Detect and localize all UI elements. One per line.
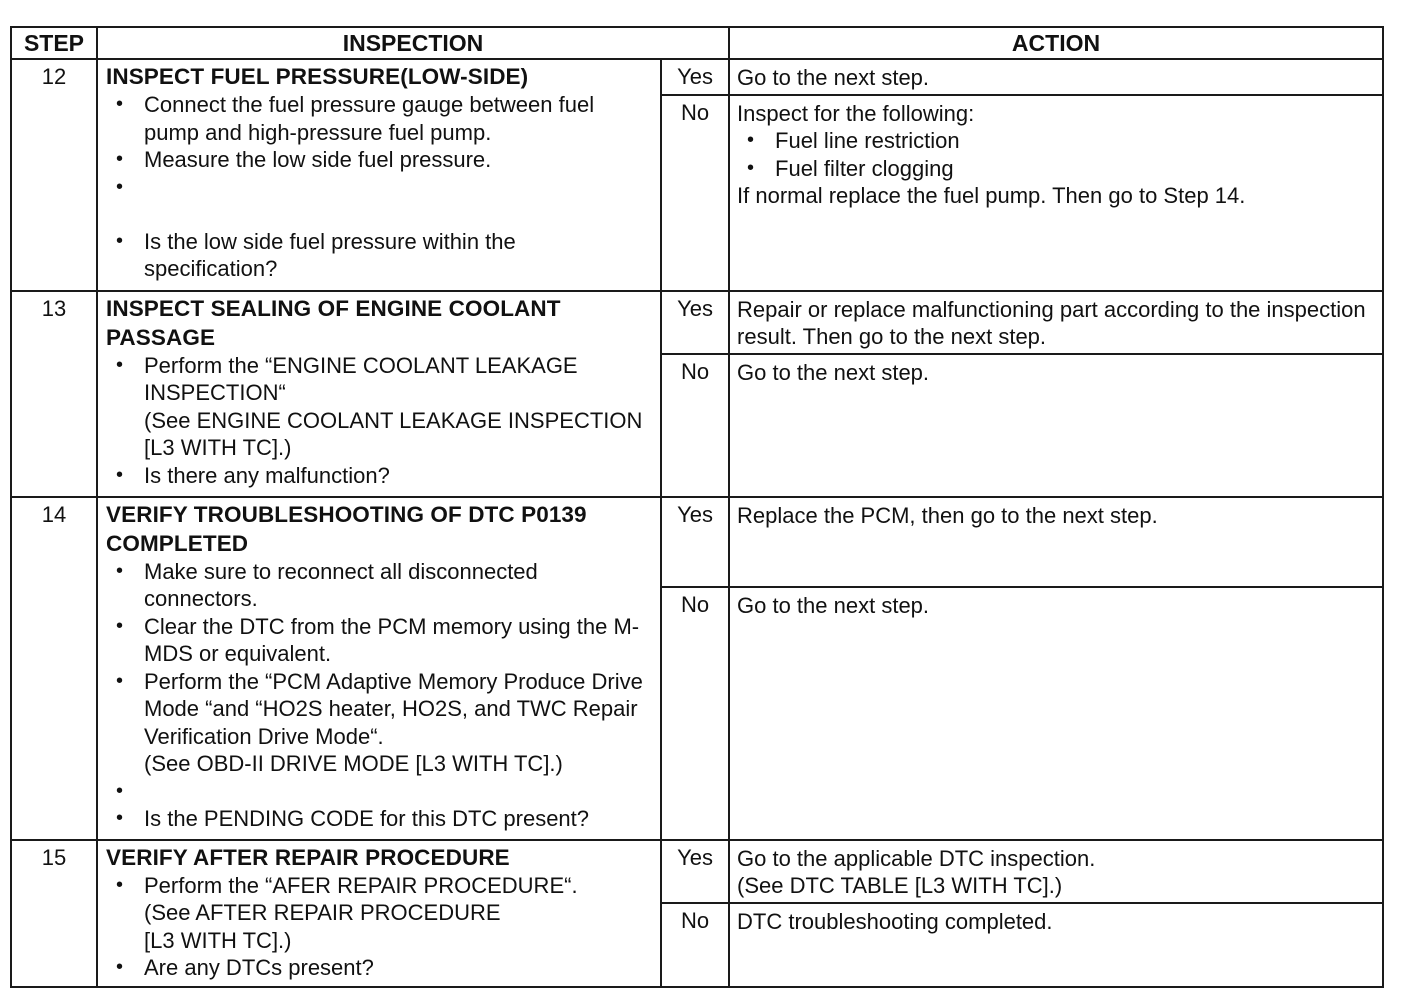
no-action: Go to the next step. — [729, 354, 1383, 497]
step-number: 14 — [11, 497, 97, 840]
inspection-bullets — [106, 352, 652, 490]
yes-action: Repair or replace malfunctioning part according to the inspection result. Then go to the next step. — [729, 291, 1383, 354]
yes-action-line: Go to the applicable DTC inspection. — [737, 845, 1096, 871]
inspection-header: INSPECTION — [97, 27, 729, 59]
inspection-title: VERIFY AFTER REPAIR PROCEDURE — [106, 844, 510, 870]
bullet-text: • Perform the “PCM Adaptive Memory Produce Drive Mode “and “HO2S heater, HO2S, and TWC Repair Verification Drive Mode“. — [144, 668, 643, 749]
troubleshooting-table — [10, 26, 1384, 988]
header-row — [11, 27, 1383, 59]
see-reference: (See OBD-II DRIVE MODE [L3 WITH TC].) — [144, 751, 563, 776]
see-reference-cont: [L3 WITH TC].) — [144, 927, 292, 953]
list-item: • Fuel line restriction — [737, 127, 1375, 155]
inspection-title: VERIFY TROUBLESHOOTING OF DTC P0139 COMPLETED — [106, 501, 587, 556]
table-row — [11, 840, 1383, 903]
yes-action — [729, 840, 1383, 903]
no-action — [729, 95, 1383, 291]
list-item: • Is the PENDING CODE for this DTC present? — [106, 805, 652, 833]
inspection-cell — [97, 291, 661, 497]
list-item: • Fuel filter clogging — [737, 155, 1375, 183]
inspection-cell — [97, 59, 661, 291]
table-row — [11, 497, 1383, 587]
troubleshooting-table-page — [10, 26, 1382, 988]
no-action-bullets — [737, 127, 1375, 182]
list-item: • Is there any malfunction? — [106, 462, 652, 490]
no-action: Go to the next step. — [729, 587, 1383, 840]
see-reference: (See AFTER REPAIR PROCEDURE — [144, 900, 501, 925]
step-number: 12 — [11, 59, 97, 291]
yes-label: Yes — [661, 840, 729, 903]
step-header: STEP — [11, 27, 97, 59]
yes-action-reference: (See DTC TABLE [L3 WITH TC].) — [737, 873, 1063, 898]
list-item — [106, 668, 652, 778]
inspection-title: INSPECT FUEL PRESSURE(LOW-SIDE) — [106, 64, 529, 89]
no-action-outro: If normal replace the fuel pump. Then go to Step 14. — [737, 183, 1246, 208]
table-row — [11, 59, 1383, 95]
spacer — [106, 778, 652, 805]
inspection-title: INSPECT SEALING OF ENGINE COOLANT PASSAGE — [106, 295, 561, 350]
list-item: • Measure the low side fuel pressure. — [106, 146, 652, 174]
list-item — [106, 352, 652, 462]
list-item: • Make sure to reconnect all disconnected connectors. — [106, 558, 652, 613]
yes-label: Yes — [661, 291, 729, 354]
inspection-bullets — [106, 558, 652, 833]
see-reference: (See ENGINE COOLANT LEAKAGE INSPECTION [L3 WITH TC].) — [144, 407, 643, 460]
step-number: 13 — [11, 291, 97, 497]
list-item: • Connect the fuel pressure gauge between fuel pump and high-pressure fuel pump. — [106, 91, 652, 146]
yes-label: Yes — [661, 59, 729, 95]
inspection-bullets — [106, 91, 652, 283]
no-label: No — [661, 903, 729, 987]
inspection-bullets — [106, 872, 652, 982]
yes-action: Replace the PCM, then go to the next step. — [729, 497, 1383, 587]
inspection-cell — [97, 497, 661, 840]
no-action: DTC troubleshooting completed. — [729, 903, 1383, 987]
table-row — [11, 291, 1383, 354]
inspection-cell — [97, 840, 661, 987]
yes-label: Yes — [661, 497, 729, 587]
spacer — [106, 174, 652, 228]
list-item: • Clear the DTC from the PCM memory using the M-MDS or equivalent. — [106, 613, 652, 668]
bullet-text: • Perform the “ENGINE COOLANT LEAKAGE INSPECTION“ — [144, 352, 578, 405]
no-label: No — [661, 587, 729, 840]
list-item: • Are any DTCs present? — [106, 954, 652, 982]
no-label: No — [661, 354, 729, 497]
bullet-text: • Perform the “AFER REPAIR PROCEDURE“. — [144, 872, 578, 898]
yes-action: Go to the next step. — [729, 59, 1383, 95]
step-number: 15 — [11, 840, 97, 987]
list-item: • Is the low side fuel pressure within the specification? — [106, 228, 652, 283]
list-item — [106, 872, 652, 955]
no-label: No — [661, 95, 729, 291]
no-action-intro: Inspect for the following: — [737, 100, 975, 126]
action-header: ACTION — [729, 27, 1383, 59]
